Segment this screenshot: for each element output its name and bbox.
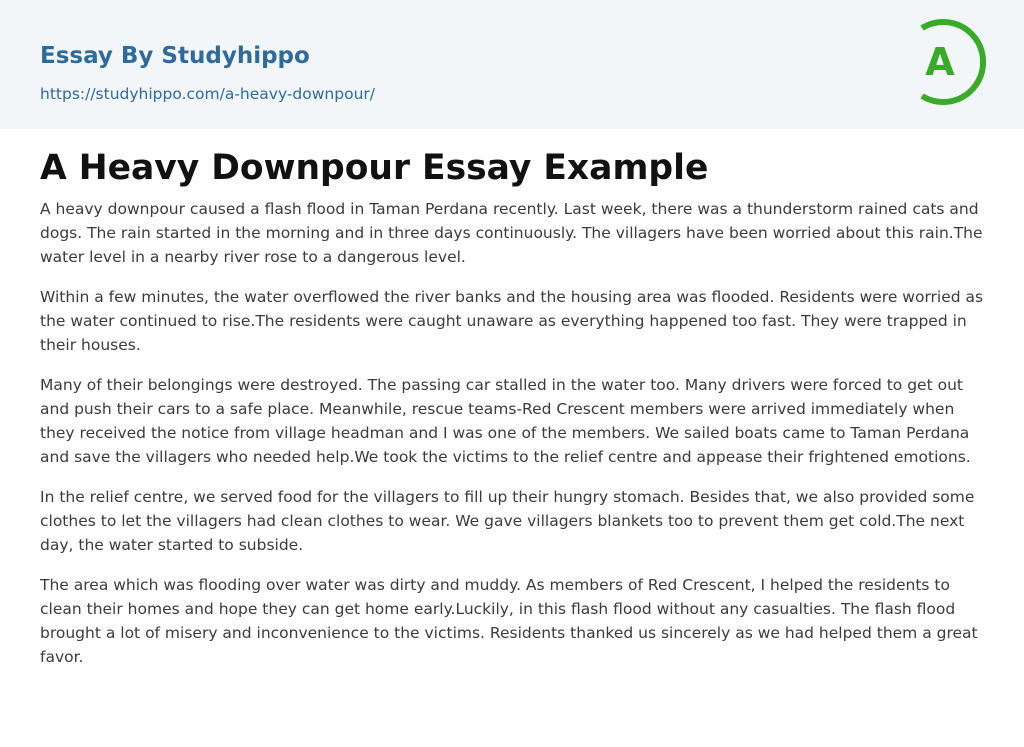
site-header	[0, 0, 1024, 129]
studyhippo-logo-icon[interactable]	[912, 18, 986, 106]
essay-paragraph: A heavy downpour caused a flash flood in Taman Perdana recently. Last week, there was a thunderstorm rained cats and dogs. The rain started in the morning and in three days continuously. The villagers have been worried about this rain.The water level in a nearby river rose to a dangerous level.	[40, 200, 983, 266]
source-url-link[interactable]: https://studyhippo.com/a-heavy-downpour/	[40, 85, 375, 103]
essay-paragraph: Within a few minutes, the water overflowed the river banks and the housing area was flooded. Residents were worried as the water continued to rise.The residents were caught unaware as everything happened too fast. They were trapped in their houses.	[40, 288, 984, 354]
essay-content	[40, 145, 984, 685]
page-title: A Heavy Downpour Essay Example	[40, 148, 709, 188]
essay-paragraph: Many of their belongings were destroyed. The passing car stalled in the water too. Many drivers were forced to get out and push their cars to a safe place. Meanwhile, rescue teams-Red Crescent members were arrived immediately when they received the notice from village headman and I was one of the members. We sailed boats came to Taman Perdana and save the villagers who needed help.We took the victims to the relief centre and appease their frightened emotions.	[40, 376, 971, 466]
brand-title: Essay By Studyhippo	[40, 43, 310, 69]
essay-paragraph: In the relief centre, we served food for the villagers to fill up their hungry stomach. Besides that, we also provided some clothes to let the villagers had clean clothes to wear. We gave villagers blankets too to prevent them get cold.The next day, the water started to subside.	[40, 488, 975, 554]
essay-paragraph: The area which was flooding over water was dirty and muddy. As members of Red Crescent, I helped the residents to clean their homes and hope they can get home early.Luckily, in this flash flood without any casualties. The flash flood brought a lot of misery and inconvenience to the victims. Residents thanked us sincerely as we had helped them a great favor.	[40, 576, 978, 666]
logo-letter: A	[925, 40, 955, 84]
